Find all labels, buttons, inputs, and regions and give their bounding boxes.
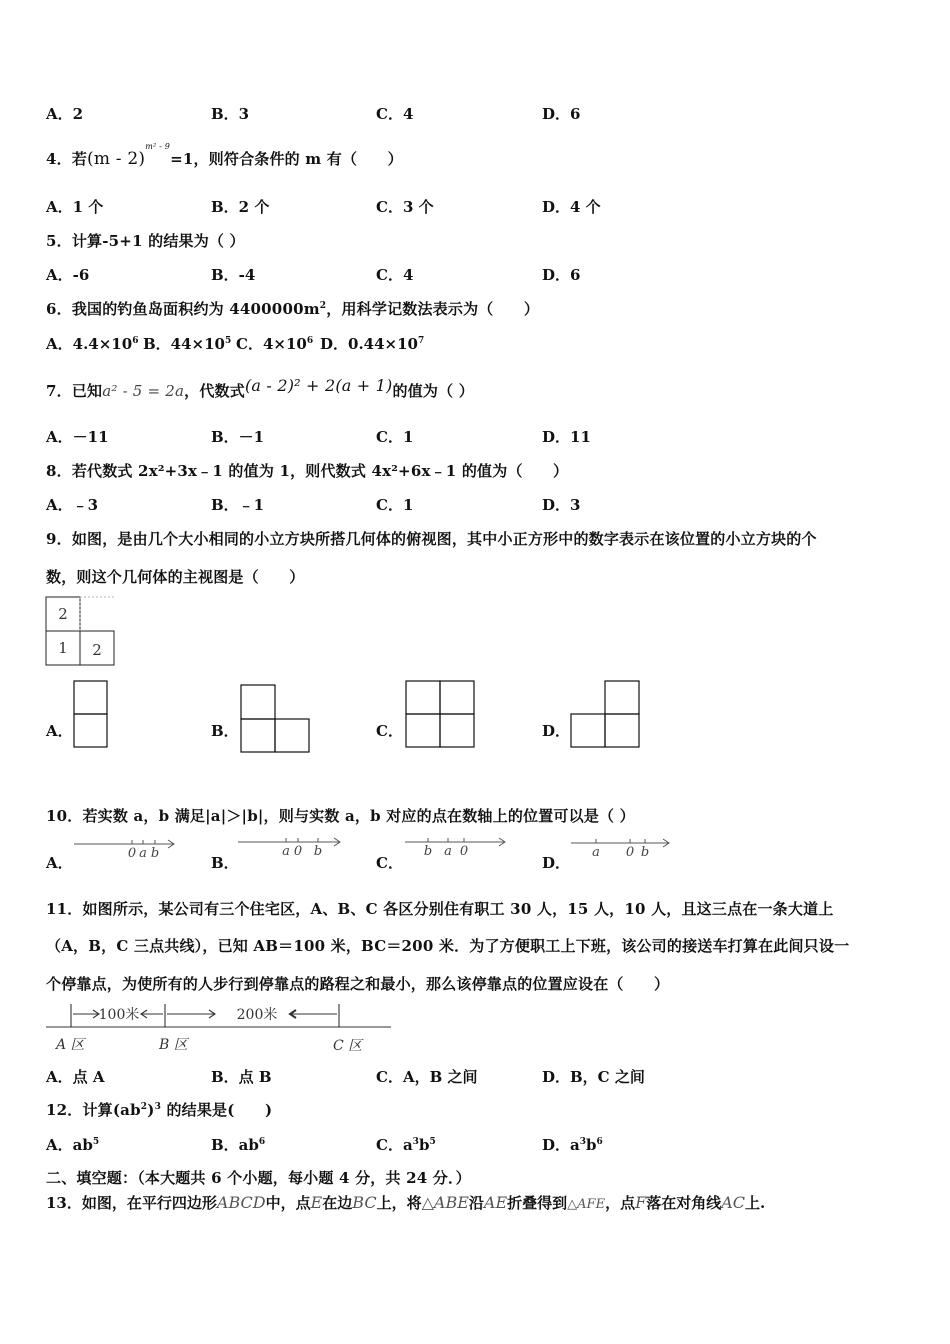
q7-option-b[interactable]: B．－1 [211, 428, 265, 446]
q12-c-s1: 3 [412, 1137, 419, 1147]
q13-p6: 折叠得到 [507, 1194, 568, 1212]
q10-d-label-2: 0 [625, 845, 635, 860]
q7-option-c[interactable]: C．1 [376, 428, 414, 446]
q12-option-d[interactable] [542, 1134, 603, 1155]
q8-option-d[interactable]: D．3 [542, 496, 581, 514]
q6-option-d-label: D．0.44×10 [320, 335, 418, 353]
q11-stem-line3: 个停靠点，为使所有的人步行到停靠点的路程之和最小，那么该停靠点的位置应设在（ ） [46, 975, 670, 993]
q4-prefix: 4．若 [46, 150, 88, 168]
q13-m3: BC [352, 1193, 377, 1212]
q10-d-label-3: b [640, 845, 650, 860]
q11-stem-line2: （A，B，C 三点共线），已知 AB＝100 米，BC＝200 米．为了方便职工上下班，该公司的接送车打算在此间只设一 [46, 937, 850, 955]
q13-p7: ，点 [605, 1194, 636, 1212]
q12-sup2: 3 [154, 1102, 162, 1112]
q4-exponent: m² - 9 [145, 142, 171, 151]
q8-option-b[interactable]: B．﹣1 [211, 496, 265, 514]
q9-grid-number-bottom-left: 1 [58, 639, 68, 657]
q4-option-c[interactable]: C．3 个 [376, 198, 434, 216]
q7-option-d[interactable]: D．11 [542, 428, 591, 446]
q13-m4: △ABE [421, 1193, 469, 1212]
q12-b-s1: 6 [258, 1137, 266, 1147]
q4-option-b[interactable]: B．2 个 [211, 198, 270, 216]
q10-stem: 10．若实数 a，b 满足|a|＞|b|，则与实数 a，b 对应的点在数轴上的位置可以是（ ） [46, 807, 635, 825]
q10-option-d-label[interactable]: D． [542, 854, 571, 872]
q12-d-s2: 6 [596, 1137, 603, 1147]
q6-option-d-exp: 7 [417, 336, 425, 346]
q8-stem: 8．若代数式 2x²+3x﹣1 的值为 1，则代数式 4x²+6x﹣1 的值为（ ） [46, 462, 569, 480]
q6-option-c-exp: 6 [306, 336, 314, 346]
section2-title: 二、填空题：（本大题共 6 个小题，每小题 4 分，共 24 分．） [46, 1169, 471, 1187]
q10-a-label-1: 0 [127, 846, 137, 861]
q5-stem: 5．计算-5+1 的结果为（ ） [46, 232, 245, 250]
q4-option-d[interactable]: D．4 个 [542, 198, 601, 216]
q13-p9: 上. [745, 1194, 766, 1212]
q9-grid-number-bottom-right: 2 [92, 641, 102, 659]
q4-expression: (m - 2) [87, 149, 146, 169]
q11-bc-distance: 200米 [236, 1007, 278, 1023]
q13-p5: 沿 [468, 1194, 484, 1212]
q6-text-sup: 2 [319, 301, 327, 311]
q9-option-c-label[interactable]: C． [376, 722, 403, 740]
q12-d-s1: 3 [579, 1137, 586, 1147]
q7-expression: (a - 2)² + 2(a + 1) [244, 376, 393, 395]
q6-option-c-label: C．4×10 [236, 335, 307, 353]
q13-p8: 落在对角线 [646, 1194, 722, 1212]
q10-b-label-2: 0 [293, 844, 303, 859]
q10-a-label-2: a [139, 846, 147, 861]
q10-c-label-3: 0 [459, 844, 469, 859]
q11-label-a: A 区 [56, 1037, 85, 1053]
q12-option-b[interactable] [211, 1134, 265, 1155]
q7-mid: ，代数式 [184, 382, 245, 400]
q9-stem-line2: 数，则这个几何体的主视图是（ ） [46, 568, 305, 586]
q9-option-b-label[interactable]: B． [211, 722, 239, 740]
q13-m2: E [310, 1193, 323, 1212]
q13-m7: F [635, 1193, 647, 1212]
q11-option-a[interactable]: A．点 A [46, 1068, 105, 1086]
q5-option-d[interactable]: D．6 [542, 266, 581, 284]
q13-m5: AE [483, 1193, 508, 1212]
q10-a-label-3: b [150, 846, 160, 861]
q11-label-c: C 区 [333, 1038, 363, 1054]
q11-stem-line1: 11．如图所示，某公司有三个住宅区，A、B、C 各区分别住有职工 30 人，15 人，10 人，且这三点在一条大道上 [46, 900, 834, 918]
q6-option-b-exp: 5 [225, 336, 232, 346]
q10-c-label-2: a [444, 844, 452, 859]
q13-stem [46, 1192, 765, 1213]
q10-option-a-label[interactable]: A． [46, 854, 73, 872]
q11-option-c[interactable]: C．A，B 之间 [376, 1068, 478, 1086]
q3-option-c[interactable]: C．4 [376, 105, 414, 123]
q12-b-pre: B．ab [211, 1136, 259, 1154]
q6-text-main: 6．我国的钓鱼岛面积约为 4400000m [46, 300, 320, 318]
q13-p1: 13．如图，在平行四边形 [46, 1194, 217, 1212]
q9-stem-line1: 9．如图，是由几个大小相同的小立方块所搭几何体的俯视图，其中小正方形中的数字表示在该位置的小立方块的个 [46, 530, 817, 548]
q12-sup1: 2 [140, 1102, 148, 1112]
q3-option-a[interactable]: A．2 [46, 105, 84, 123]
q12-text-b: ) [147, 1101, 155, 1119]
q12-option-a[interactable] [46, 1134, 99, 1155]
q3-option-d[interactable]: D．6 [542, 105, 581, 123]
q11-label-b: B 区 [159, 1037, 188, 1053]
q13-p3: 在边 [322, 1194, 353, 1212]
q4-suffix: =1，则符合条件的 m 有（ ） [170, 150, 403, 168]
q12-c-s2: 5 [429, 1137, 436, 1147]
q12-option-c[interactable] [376, 1134, 436, 1155]
q12-text-a: 12．计算(ab [46, 1101, 141, 1119]
q6-option-a-label: A．4.4×10 [46, 335, 133, 353]
q12-a-pre: A．ab [46, 1136, 93, 1154]
q12-text-c: 的结果是( ) [161, 1101, 273, 1119]
q9-option-d-label[interactable]: D． [542, 722, 571, 740]
q7-given: a² - 5 = 2a [102, 382, 185, 400]
q10-option-c-label[interactable]: C． [376, 854, 403, 872]
q12-d-pre: D．a [542, 1136, 580, 1154]
q7-prefix: 7．已知 [46, 382, 103, 400]
q10-b-label-1: a [282, 844, 290, 859]
q10-b-label-3: b [313, 844, 323, 859]
q13-m6: △AFE [567, 1197, 606, 1212]
q8-option-c[interactable]: C．1 [376, 496, 414, 514]
q12-d-mid: b [586, 1136, 597, 1154]
q10-option-b-label[interactable]: B． [211, 854, 239, 872]
q3-option-b[interactable]: B．3 [211, 105, 250, 123]
q5-option-a[interactable]: A．-6 [46, 266, 90, 284]
q10-d-label-1: a [592, 845, 600, 860]
q13-p2: 中，点 [265, 1194, 311, 1212]
q13-m8: AC [721, 1193, 746, 1212]
q12-c-pre: C．a [376, 1136, 413, 1154]
q11-ab-distance: 100米 [98, 1007, 140, 1023]
q13-m1: ABCD [216, 1193, 266, 1212]
q13-p4: 上，将 [376, 1194, 422, 1212]
q5-option-b[interactable]: B．-4 [211, 266, 256, 284]
q4-option-a[interactable]: A．1 个 [46, 198, 104, 216]
q11-option-b[interactable]: B．点 B [211, 1068, 272, 1086]
q9-grid-number-top: 2 [58, 605, 68, 623]
q7-suffix: 的值为（ ） [392, 382, 474, 400]
q7-option-a[interactable]: A．－11 [46, 428, 109, 446]
q8-option-a[interactable]: A．﹣3 [46, 496, 99, 514]
q6-option-a-exp: 6 [132, 336, 139, 346]
q9-option-a-label[interactable]: A． [46, 722, 73, 740]
q12-stem [46, 1099, 272, 1120]
q10-c-label-1: b [423, 844, 433, 859]
q12-a-s1: 5 [92, 1137, 100, 1147]
q6-text-end: ，用科学记数法表示为（ ） [326, 300, 540, 318]
q6-option-b-label: B．44×10 [143, 335, 225, 353]
q11-option-d[interactable]: D．B，C 之间 [542, 1068, 645, 1086]
q12-c-mid: b [418, 1136, 430, 1154]
q5-option-c[interactable]: C．4 [376, 266, 414, 284]
